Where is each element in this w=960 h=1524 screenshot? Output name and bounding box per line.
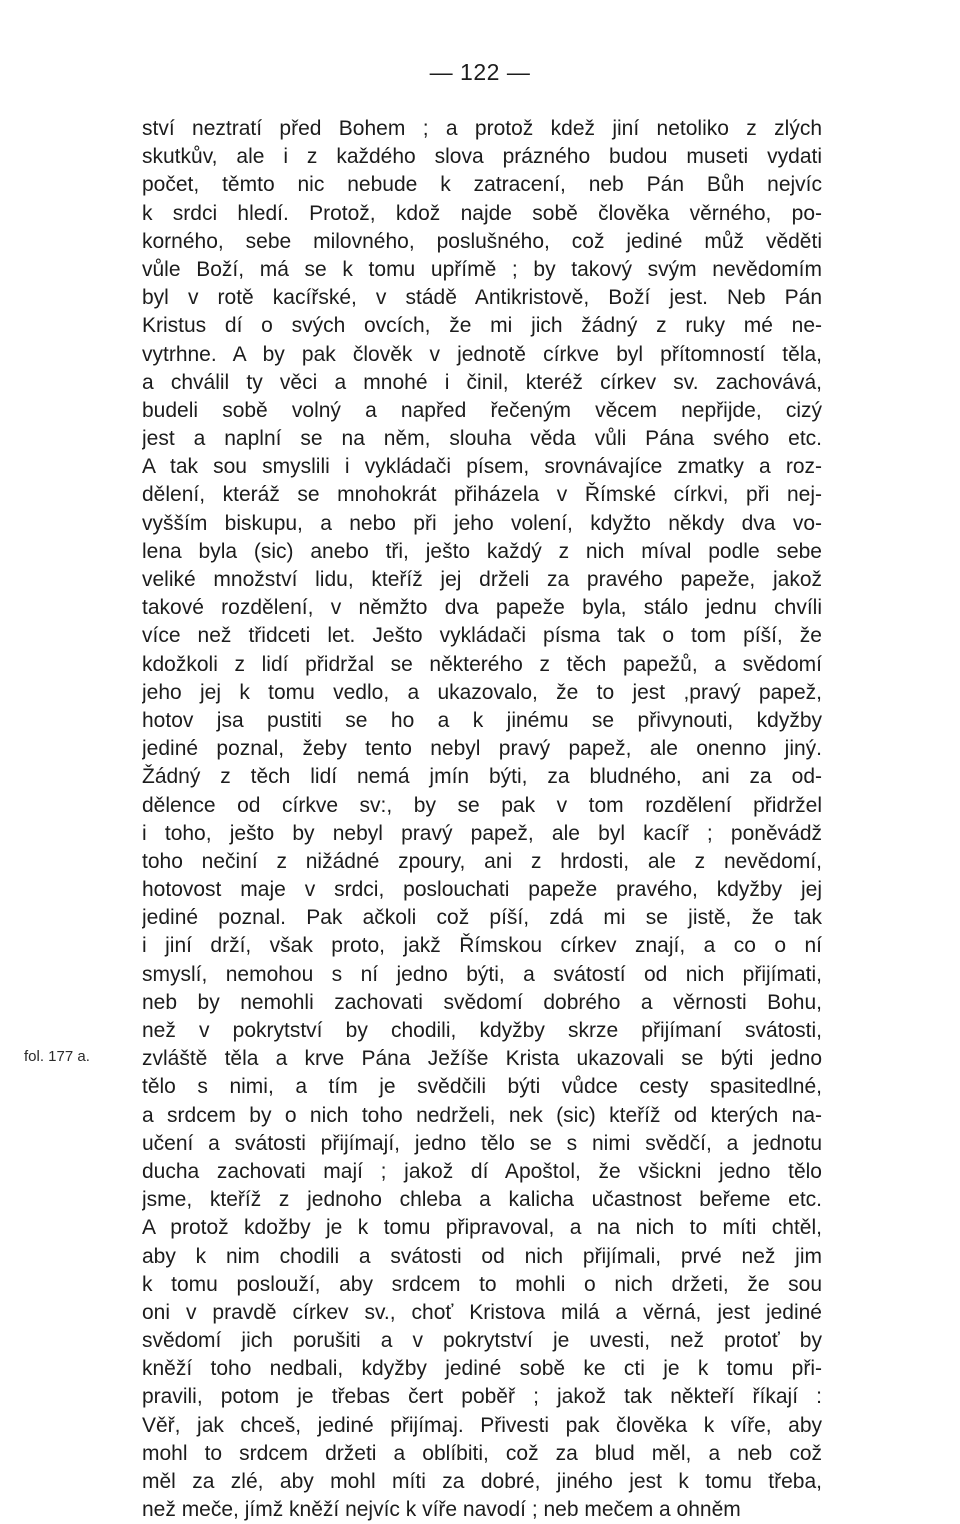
text-line: jest a naplní se na něm, slouha věda vůli Pána svého etc. [142, 427, 822, 451]
text-line: zvláště těla a krve Pána Ježíše Krista ukazovali se býti jedno [142, 1047, 822, 1071]
text-line: jeho jej k tomu vedlo, a ukazovalo, že to jest ,pravý papež, [142, 680, 822, 704]
text-line: oni v pravdě církev sv., choť Kristova milá a věrná, jest jediné [142, 1300, 822, 1324]
text-line: než meče, jímž kněží nejvíc k víře navodí ; neb mečem a ohněm [142, 1498, 741, 1522]
text-line: ducha zachovati mají ; jakož dí Apoštol, že všickni jedno tělo [142, 1159, 822, 1183]
text-line: jsme, kteříž z jednoho chleba a kalicha učastnost beřeme etc. [142, 1188, 822, 1212]
text-line: smyslí, nemohou s ní jedno býti, a svátostí od nich přijímati, [142, 962, 822, 986]
text-line: korného, sebe milovného, poslušného, což jediné můž věděti [142, 229, 822, 253]
margin-folio-note: fol. 177 a. [24, 1048, 90, 1065]
text-line: jediné poznal, žeby tento nebyl pravý papež, ale onenno jiný. [142, 737, 822, 761]
text-line: tělo s nimi, a tím je svědčili býti vůdce cesty spasitedlné, [142, 1075, 822, 1099]
text-line: budeli sobě volný a napřed řečeným věcem nepřijde, cizý [142, 398, 822, 422]
text-line: a chválil ty věci a mnohé i činil, kteréž církev sv. zachovává, [142, 370, 822, 394]
page-number: — 122 — [429, 59, 531, 85]
text-line: i jiní drží, však proto, jakž Římskou církev znají, a co o ní [142, 934, 822, 958]
text-line: kněží toho nedbali, kdyžby jediné sobě ke cti je k tomu při- [142, 1357, 822, 1381]
text-line: toho nečiní z nižádné zpoury, ani z hrdosti, ale z nevědomí, [142, 849, 822, 873]
text-line: takové rozdělení, v němžto dva papeže byla, stálo jednu chvíli [142, 596, 822, 620]
text-line: k srdci hledí. Protož, kdož najde sobě člověka věrného, po- [142, 201, 822, 225]
text-line: k tomu poslouží, aby srdcem to mohli o nich držeti, že sou [142, 1272, 822, 1296]
text-line: byl v rotě kacířské, v stádě Antikristově, Boží jest. Neb Pán [142, 286, 822, 310]
text-line: pravili, potom je třebas čert poběř ; jakož tak někteří říkají : [142, 1385, 822, 1409]
text-line: svědomí jich porušiti a v pokrytství je uvesti, než protoť by [142, 1329, 822, 1353]
text-line: vyšším biskupu, a nebo při jeho volení, kdyžto někdy dva vo- [142, 511, 822, 535]
text-line: kdožkoli z lidí přidržal se některého z těch papežů, a svědomí [142, 652, 822, 676]
text-line: veliké množství lidu, kteříž jej drželi za pravého papeže, jakož [142, 568, 822, 591]
text-line: Věř, jak chceš, jediné přijímaj. Přivesti pak člověka k víře, aby [142, 1413, 822, 1437]
text-line: hotov jsa pustiti se ho a k jinému se přivynouti, kdyžby [142, 708, 822, 732]
text-line: ství neztratí před Bohem ; a protož kdež jiní netoliko z zlých [142, 117, 822, 140]
text-line: mohl to srdcem držeti a oblíbiti, což za blud měl, a neb což [142, 1441, 822, 1465]
text-line: Kristus dí o svých ovcích, že mi jich žádný z ruky mé ne- [142, 314, 822, 338]
body-text [142, 115, 822, 1524]
text-line: měl za zlé, aby mohl míti za dobré, jiného jest k tomu třeba, [142, 1470, 822, 1493]
text-line: Žádný z těch lidí nemá jmín býti, za bludného, ani za od- [142, 765, 822, 789]
text-line: skutkův, ale i z každého slova prázného budou museti vydati [142, 145, 822, 169]
text-line: dělení, kteráž se mnohokrát přiházela v Římské církvi, při nej- [142, 483, 822, 507]
text-line: vytrhne. A by pak člověk v jednotě církve byl přítomností těla, [142, 342, 822, 366]
text-line: A tak sou smyslili i vykládači písem, srovnávajíce zmatky a roz- [142, 455, 822, 479]
text-line: jediné poznal. Pak ačkoli což píší, zdá mi se jistě, že tak [142, 906, 822, 930]
text-line: počet, těmto nic nebude k zatracení, neb Pán Bůh nejvíc [142, 173, 822, 197]
text-line: učení a svátosti přijímají, jedno tělo se s nimi svědčí, a jednotu [142, 1131, 822, 1155]
text-line: lena byla (sic) anebo tři, ješto každý z nich míval podle sebe [142, 539, 822, 563]
text-line: než v pokrytství by chodili, kdyžby skrze přijímaní svátosti, [142, 1019, 822, 1042]
text-line: neb by nemohli zachovati svědomí dobrého a věrnosti Bohu, [142, 990, 822, 1014]
text-line: vůle Boží, má se k tomu upřímě ; by takový svým nevědomím [142, 257, 822, 281]
text-line: dělence od církve sv:, by se pak v tom rozdělení přidržel [142, 793, 822, 817]
text-line: A protož kdožby je k tomu připravoval, a na nich to míti chtěl, [142, 1216, 822, 1240]
text-line: více než třidceti let. Ješto vykládači písma tak o tom píší, že [142, 624, 822, 648]
text-line: aby k nim chodili a svátosti od nich přijímali, prvé než jim [142, 1244, 822, 1268]
text-line: i toho, ješto by nebyl pravý papež, ale byl kacíř ; poněvádž [142, 821, 822, 845]
text-line: hotovost maje v srdci, poslouchati papeže pravého, kdyžby jej [142, 878, 822, 902]
text-line: a srdcem by o nich toho nedrželi, nek (sic) kteříž od kterých na- [142, 1103, 822, 1127]
